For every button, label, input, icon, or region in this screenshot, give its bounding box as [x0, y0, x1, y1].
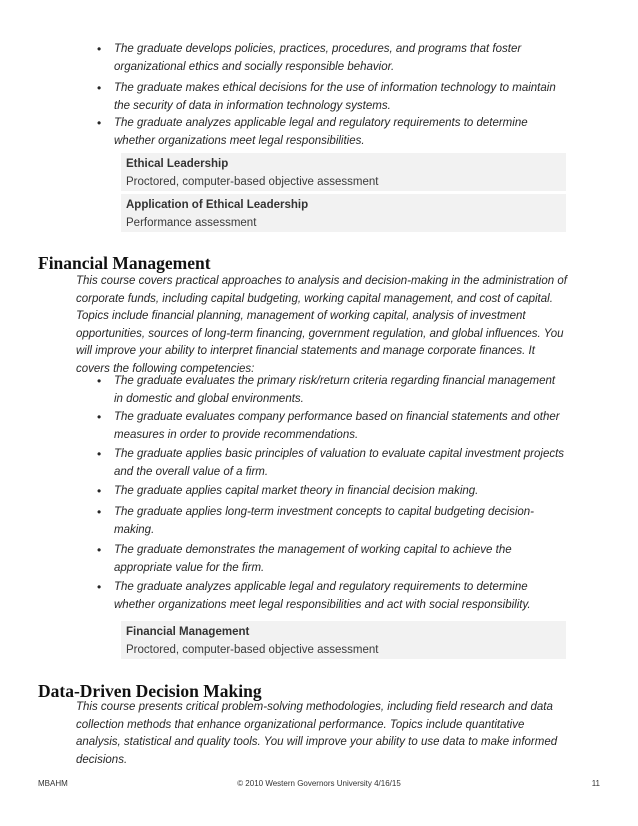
list-item: • The graduate develops policies, practices, procedures, and programs that foster organizational ethics and socially responsible behavior. — [97, 42, 522, 73]
bullet-icon: • — [97, 505, 102, 519]
bullet-icon: • — [97, 543, 102, 557]
assessment-title: Ethical Leadership — [126, 158, 229, 170]
list-item: • The graduate evaluates company performance based on financial statements and other measures in order to provide recommendations. — [97, 410, 560, 441]
section-heading-financial-management: Financial Management — [38, 253, 211, 273]
list-item: • The graduate applies long-term investment concepts to capital budgeting decision-making. — [97, 505, 534, 536]
section-heading-data-driven-decision-making: Data-Driven Decision Making — [38, 681, 262, 701]
course-description: This course presents critical problem-solving methodologies, including field research and data collection methods that enhance organizational performance. Topics include quantitative analysis, statistical and quality tools. You will improve your ability to use data to make informed decisions. — [76, 701, 558, 766]
footer-copyright: © 2010 Western Governors University 4/16/15 — [237, 779, 401, 788]
list-item: • The graduate applies capital market theory in financial decision making. — [114, 483, 566, 501]
assessment-type: Performance assessment — [126, 217, 257, 229]
list-item: • The graduate makes ethical decisions for the use of information technology to maintain the security of data in information technology systems. — [97, 81, 556, 112]
assessment-type: Proctored, computer-based objective assessment — [126, 176, 379, 188]
bullet-icon: • — [97, 580, 102, 594]
list-item: • The graduate applies basic principles of valuation to evaluate capital investment projects and the overall value of a firm. — [97, 447, 565, 478]
bullet-icon: • — [97, 42, 102, 56]
list-item: • The graduate analyzes applicable legal and regulatory requirements to determine whether organizations meet legal responsibilities and act with social responsibility. — [97, 580, 531, 611]
assessment-box-application-ethical-leadership — [121, 194, 566, 232]
page-number: 11 — [591, 779, 600, 788]
assessment-box-financial-management — [121, 621, 566, 659]
bullet-icon: • — [97, 410, 102, 424]
course-description: This course covers practical approaches to analysis and decision-making in the administration of corporate funds, including capital budgeting, working capital management, and cost of capital. Topics include financial planning, management of working capital, analysis of investment opportunities, sources of long-term financing, government regulation, and global influences. You will improve your ability to interpret financial statements and manage corporate finances. It covers the following competencies: — [76, 275, 567, 375]
footer-program-code: MBAHM — [38, 779, 68, 788]
bullet-icon: • — [97, 484, 102, 498]
bullet-icon: • — [97, 374, 102, 388]
bullet-icon: • — [97, 116, 102, 130]
list-item: • The graduate evaluates the primary risk/return criteria regarding financial management in domestic and global environments. — [97, 374, 556, 405]
list-item: • The graduate analyzes applicable legal and regulatory requirements to determine whether organizations meet legal responsibilities. — [97, 116, 528, 147]
bullet-icon: • — [97, 447, 102, 461]
bullet-icon: • — [97, 81, 102, 95]
list-item: • The graduate demonstrates the management of working capital to achieve the appropriate value for the firm. — [97, 543, 512, 574]
assessment-title: Financial Management — [126, 626, 250, 638]
assessment-box-ethical-leadership — [121, 153, 566, 191]
assessment-title: Application of Ethical Leadership — [126, 199, 309, 211]
assessment-type: Proctored, computer-based objective assessment — [126, 644, 379, 656]
